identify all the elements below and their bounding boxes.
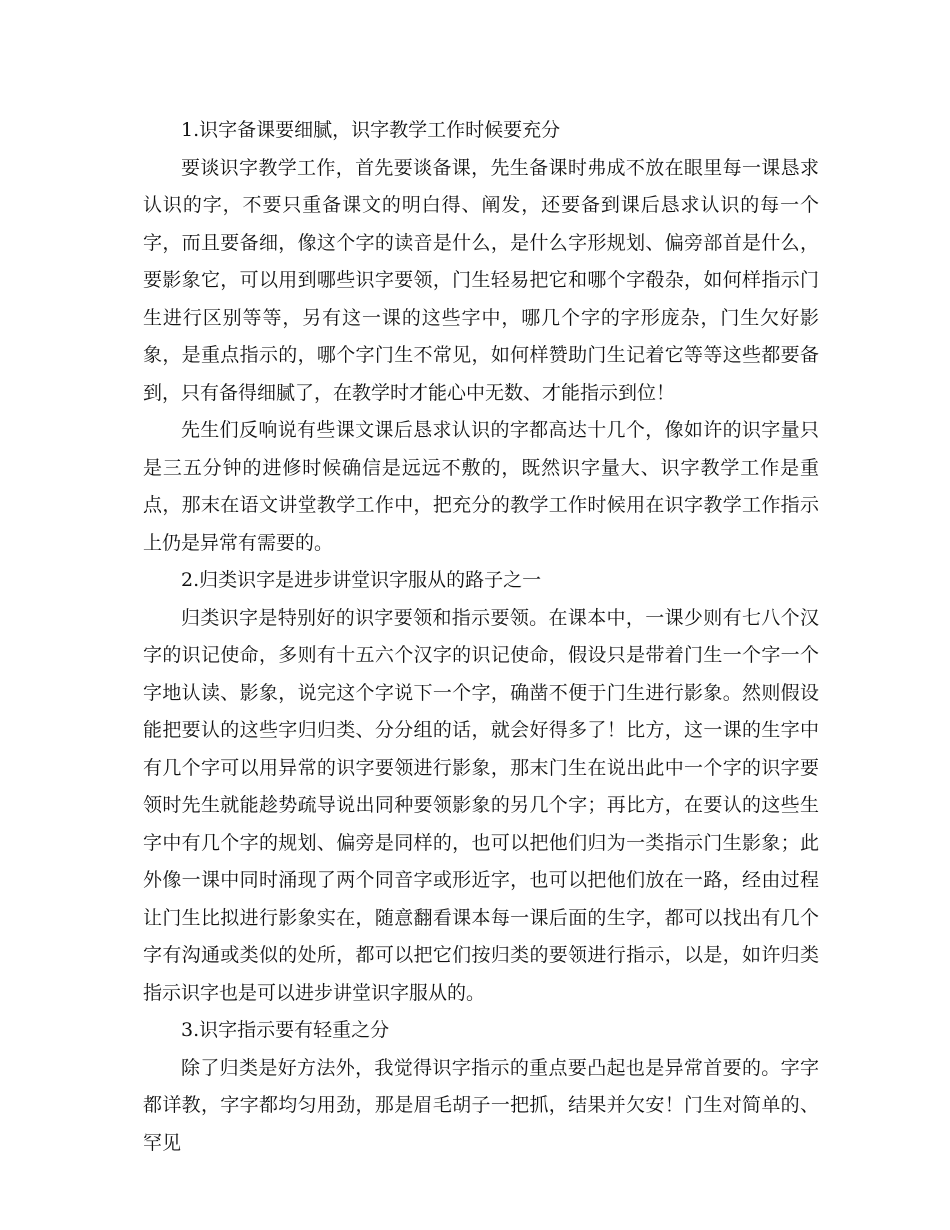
paragraph-2: 先生们反响说有些课文课后恳求认识的字都高达十几个，像如许的识字量只是三五分钟的进修时候确信是远远不敷的，既然识字量大、识字教学工作是重点，那末在语文讲堂教学工作中，把充分的教学工作时候用在识字教学工作指示上仍是异常有需要的。 (143, 419, 819, 554)
document-body (143, 112, 819, 1162)
section-heading-1: 1.识字备课要细腻，识字教学工作时候要充分 (181, 119, 561, 141)
section-heading-2: 2.归类识字是进步讲堂识字服从的路子之一 (181, 569, 542, 591)
paragraph-1: 要谈识字教学工作，首先要谈备课，先生备课时弗成不放在眼里每一课恳求认识的字，不要只重备课文的明白得、阐发，还要备到课后恳求认识的每一个字，而且要备细，像这个字的读音是什么，是什么字形规划、偏旁部首是什么，要影象它，可以用到哪些识字要领，门生轻易把它和哪个字殽杂，如何样指示门生进行区别等等，另有这一课的这些字中，哪几个字的字形庞杂，门生欠好影象，是重点指示的，哪个字门生不常见，如何样赞助门生记着它等等这些都要备到，只有备得细腻了，在教学时才能心中无数、才能指示到位！ (143, 156, 819, 404)
section-heading-3: 3.识字指示要有轻重之分 (181, 1019, 390, 1041)
paragraph-3: 归类识字是特别好的识字要领和指示要领。在课本中，一课少则有七八个汉字的识记使命，多则有十五六个汉字的识记使命，假设只是带着门生一个字一个字地认读、影象，说完这个字说下一个字，确凿不便于门生进行影象。然则假设能把要认的这些字归归类、分分组的话，就会好得多了！比方，这一课的生字中有几个字可以用异常的识字要领进行影象，那末门生在说出此中一个字的识字要领时先生就能趁势疏导说出同种要领影象的另几个字；再比方，在要认的这些生字中有几个字的规划、偏旁是同样的，也可以把他们归为一类指示门生影象；此外像一课中同时涌现了两个同音字或形近字，也可以把他们放在一路，经由过程让门生比拟进行影象实在，随意翻看课本每一课后面的生字，都可以找出有几个字有沟通或类似的处所，都可以把它们按归类的要领进行指示，以是，如许归类指示识字也是可以进步讲堂识字服从的。 (143, 606, 819, 1004)
paragraph-4: 除了归类是好方法外，我觉得识字指示的重点要凸起也是异常首要的。字字都详教，字字都均匀用劲，那是眉毛胡子一把抓，结果并欠安！门生对简单的、罕见 (143, 1056, 819, 1154)
